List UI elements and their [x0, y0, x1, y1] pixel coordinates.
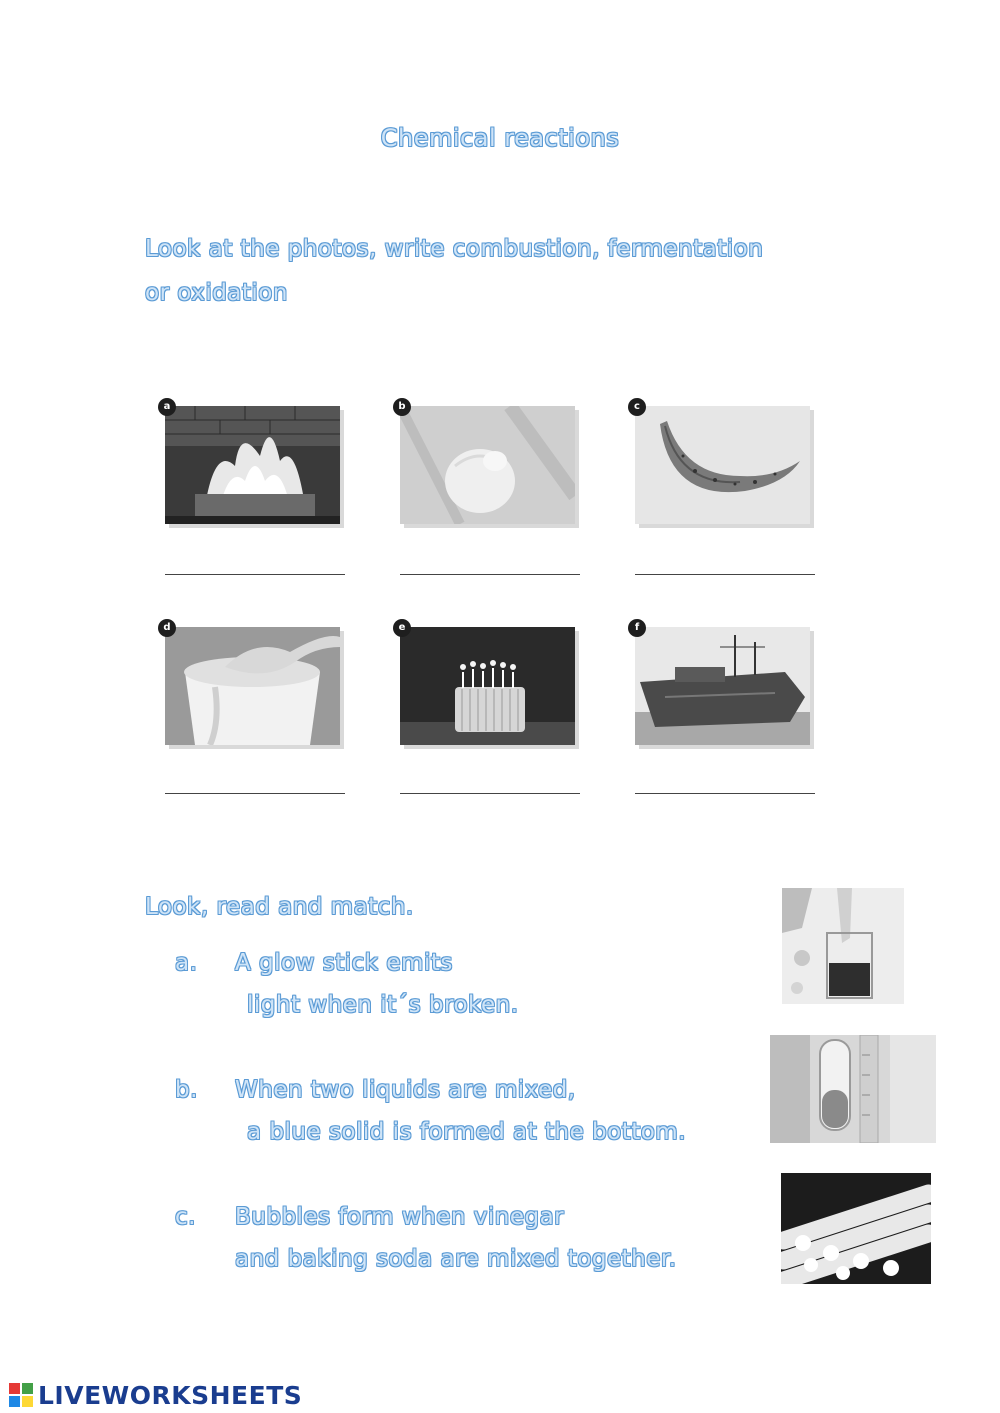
photo-label-b: b — [393, 398, 411, 416]
answer-line-e[interactable] — [400, 793, 580, 794]
photo-ship — [635, 627, 810, 745]
liveworksheets-logo-icon — [8, 1382, 34, 1408]
item-a-line-1: A glow stick emits — [235, 950, 453, 976]
item-c-line-1: Bubbles form when vinegar — [235, 1204, 565, 1230]
photo-label-e: e — [393, 619, 411, 637]
item-b-letter: b. — [175, 1077, 198, 1103]
instruction-1-line-2: or oxidation — [145, 280, 288, 306]
footer-brand — [8, 1380, 302, 1410]
image-beaker-mixing[interactable] — [782, 888, 904, 1004]
item-c-line-2: and baking soda are mixed together. — [235, 1246, 677, 1272]
photo-bread-dough — [400, 406, 575, 524]
page-title: Chemical reactions — [380, 124, 620, 152]
item-b-line-2: a blue solid is formed at the bottom. — [247, 1119, 687, 1145]
answer-line-b[interactable] — [400, 574, 580, 575]
item-a-line-2: light when it´s broken. — [247, 992, 519, 1018]
answer-line-c[interactable] — [635, 574, 815, 575]
answer-line-d[interactable] — [165, 793, 345, 794]
photo-label-a: a — [158, 398, 176, 416]
photo-banana — [635, 406, 810, 524]
photo-cake — [400, 627, 575, 745]
answer-line-a[interactable] — [165, 574, 345, 575]
photo-label-d: d — [158, 619, 176, 637]
photo-fire — [165, 406, 340, 524]
photo-label-f: f — [628, 619, 646, 637]
photo-yogurt — [165, 627, 340, 745]
answer-line-f[interactable] — [635, 793, 815, 794]
image-test-tube[interactable] — [770, 1035, 936, 1143]
item-b-line-1: When two liquids are mixed, — [235, 1077, 576, 1103]
instruction-2: Look, read and match. — [145, 894, 414, 920]
photo-label-c: c — [628, 398, 646, 416]
item-a-letter: a. — [175, 950, 198, 976]
instruction-1-line-1: Look at the photos, write combustion, fermentation — [145, 236, 764, 262]
footer-brand-text: LIVEWORKSHEETS — [38, 1380, 303, 1410]
item-c-letter: c. — [175, 1204, 196, 1230]
image-glow-sticks[interactable] — [781, 1173, 931, 1284]
